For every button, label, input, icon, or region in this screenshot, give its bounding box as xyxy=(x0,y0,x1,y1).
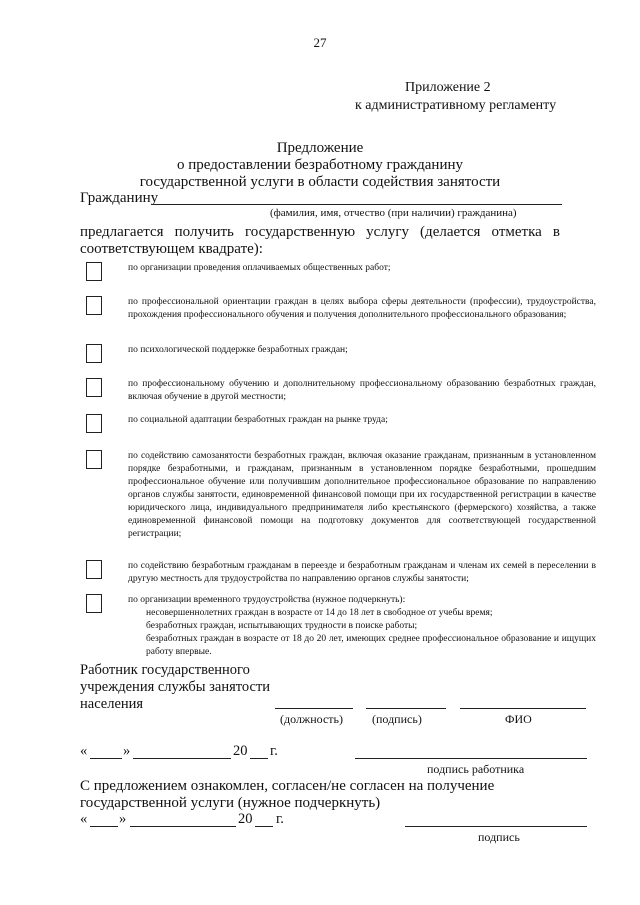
worker-signature-hint: подпись работника xyxy=(427,762,525,776)
month2-field[interactable] xyxy=(130,826,236,827)
option-checkbox[interactable] xyxy=(86,414,102,433)
option-checkbox[interactable] xyxy=(86,262,102,281)
acknowledgement-line2: государственной услуги (нужное подчеркнуть) xyxy=(80,795,381,811)
year-suffix: г. xyxy=(270,743,278,759)
citizen-name-hint: (фамилия, имя, отчество (при наличии) гражданина) xyxy=(270,207,517,219)
signature-field[interactable] xyxy=(366,708,446,709)
citizen-signature-hint: подпись xyxy=(478,830,520,844)
year2-field[interactable] xyxy=(255,826,273,827)
date2-open-quote: « xyxy=(80,811,88,827)
option-checkbox[interactable] xyxy=(86,450,102,469)
option-text: по психологической поддержке безработных граждан; xyxy=(128,345,348,355)
option-text xyxy=(128,594,596,659)
position-hint: (должность) xyxy=(280,712,343,726)
option-text: по содействию самозанятости безработных граждан, включая оказание гражданам, признанным в установленном порядке безработными, и гражданам, признанным в установленном порядке безработными, прошедшим профессиональное обучение или получившим дополнительное профессиональное образование по направлению органов службы занятости, единовременной финансовой помощи при их государственной регистрации в качестве юридического лица, индивидуального предпринимателя либо крестьянского (фермерского) хозяйства, а также единовременной финансовой помощи на подготовку документов для соответствующей государственной регистрации; xyxy=(128,451,596,539)
option-sub-difficulties: безработных граждан, испытывающих трудности в поиске работы; xyxy=(146,621,418,631)
option-text: по организации проведения оплачиваемых общественных работ; xyxy=(128,263,391,273)
worker-signature-field[interactable] xyxy=(355,758,587,759)
day-field[interactable] xyxy=(90,758,122,759)
worker-label xyxy=(80,662,270,713)
year-prefix: 20 xyxy=(233,743,248,759)
option-text: по содействию безработным гражданам в переезде и безработным гражданам и членам их семей в переселении в другую местность для трудоустройства по направлению органов службы занятости; xyxy=(128,561,596,584)
date-close-quote: » xyxy=(123,743,131,759)
worker-label-line2: учреждения службы занятости xyxy=(80,679,271,695)
option-sub-graduates: безработных граждан в возрасте от 18 до 20 лет, имеющих среднее профессиональное образование и ищущих работу впервые. xyxy=(146,634,596,657)
offer-text: предлагается получить государственную услугу (делается отметка в соответствующем квадрате): xyxy=(80,224,560,257)
option-checkbox[interactable] xyxy=(86,296,102,315)
option-text: по социальной адаптации безработных граждан на рынке труда; xyxy=(128,415,388,425)
appendix-label: Приложение 2 xyxy=(405,80,491,95)
full-name-hint: ФИО xyxy=(505,712,532,726)
signature-hint: (подпись) xyxy=(372,712,422,726)
document-title: Предложение xyxy=(276,140,364,156)
option-sub-minors: несовершеннолетних граждан в возрасте от 14 до 18 лет в свободное от учебы время; xyxy=(146,608,493,618)
citizen-label: Гражданину xyxy=(80,190,159,206)
day2-field[interactable] xyxy=(90,826,118,827)
date-open-quote: « xyxy=(80,743,88,759)
year2-prefix: 20 xyxy=(238,811,253,827)
citizen-signature-field[interactable] xyxy=(405,826,587,827)
document-subtitle-1: о предоставлении безработному гражданину xyxy=(176,157,464,173)
page-number: 27 xyxy=(313,35,327,50)
worker-label-line1: Работник государственного xyxy=(80,662,250,678)
acknowledgement-text xyxy=(80,778,494,812)
option-checkbox[interactable] xyxy=(86,378,102,397)
regulation-label: к административному регламенту xyxy=(355,98,557,113)
option-text: по профессиональному обучению и дополнительному профессиональному образованию безработных граждан, включая обучение в другой местности; xyxy=(128,379,596,402)
full-name-field[interactable] xyxy=(460,708,586,709)
option-text: по профессиональной ориентации граждан в целях выбора сферы деятельности (профессии), трудоустройства, прохождения профессионального обучения и получения дополнительного профессионального образования; xyxy=(128,297,596,320)
year-field[interactable] xyxy=(250,758,268,759)
option-text-main: по организации временного трудоустройства (нужное подчеркнуть): xyxy=(128,595,406,605)
citizen-name-field[interactable] xyxy=(152,204,562,205)
acknowledgement-line1: С предложением ознакомлен, согласен/не согласен на получение xyxy=(80,778,495,794)
option-checkbox[interactable] xyxy=(86,344,102,363)
date2-close-quote: » xyxy=(119,811,127,827)
option-checkbox[interactable] xyxy=(86,594,102,613)
option-checkbox[interactable] xyxy=(86,560,102,579)
position-field[interactable] xyxy=(275,708,353,709)
year2-suffix: г. xyxy=(276,811,284,827)
worker-label-line3: населения xyxy=(80,696,144,712)
document-subtitle-2: государственной услуги в области содействия занятости xyxy=(139,174,501,190)
month-field[interactable] xyxy=(133,758,231,759)
